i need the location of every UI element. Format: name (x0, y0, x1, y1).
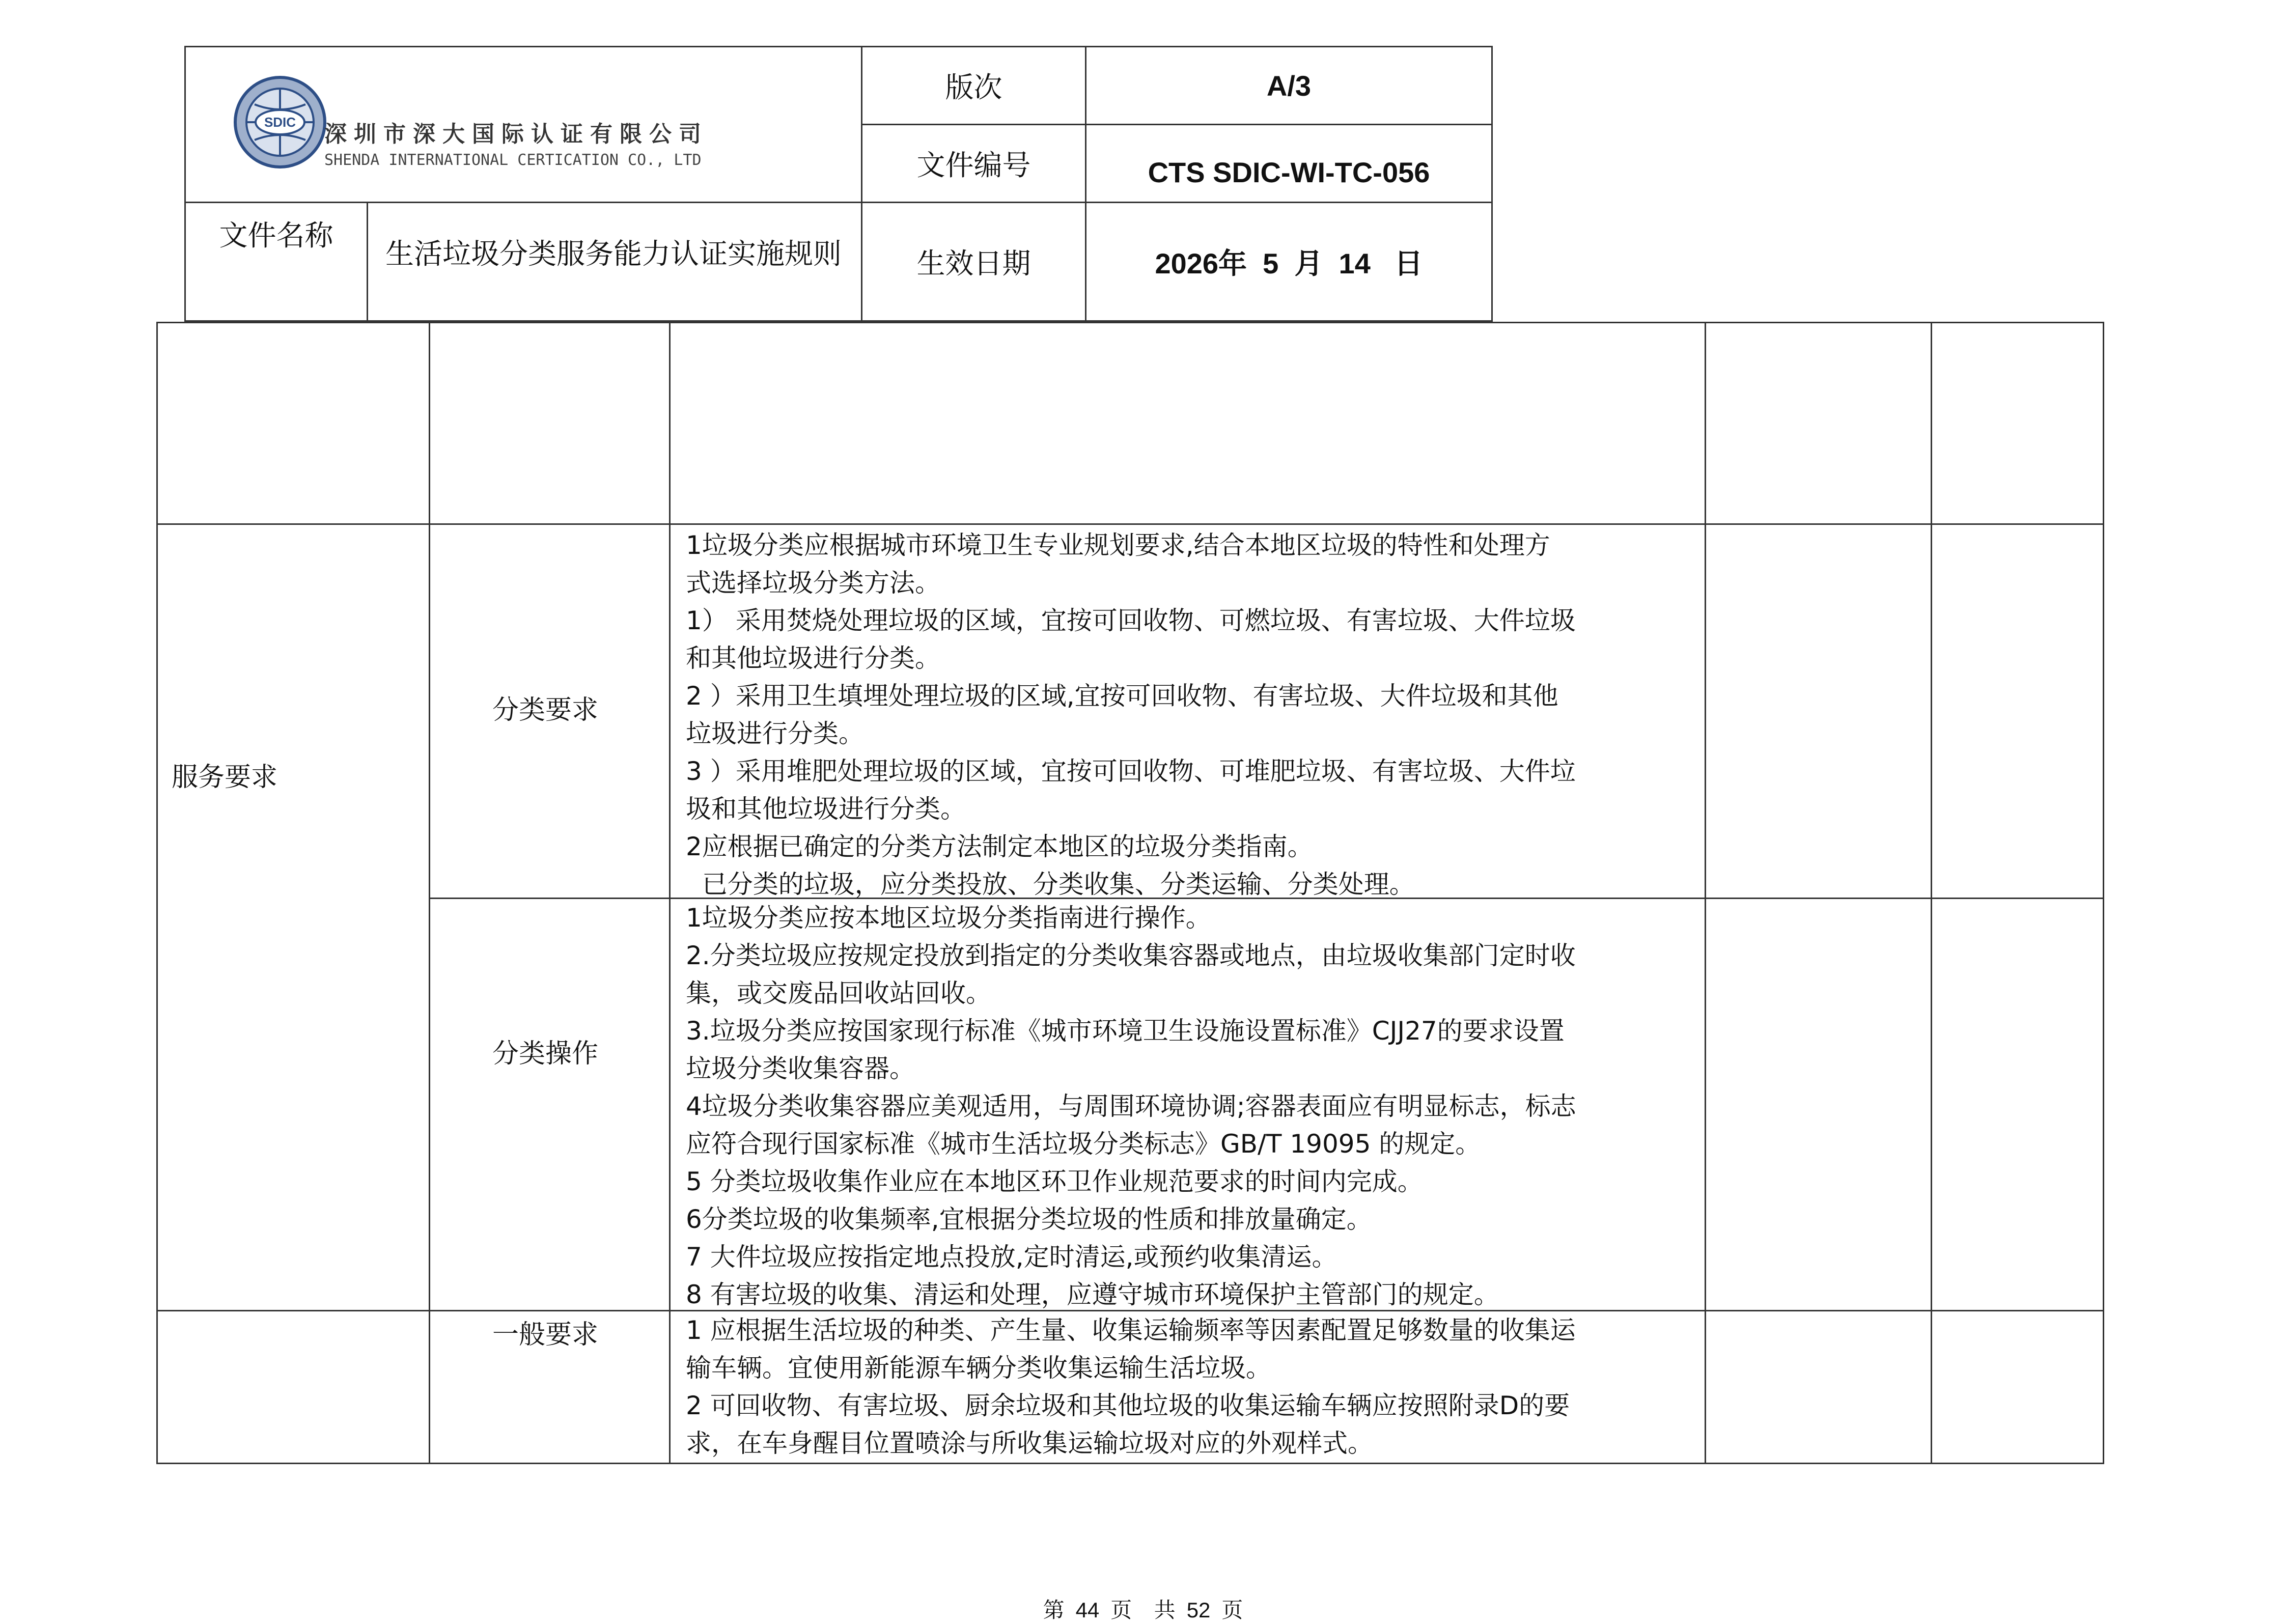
sub-general-requirements: 一般要求 (492, 1320, 599, 1350)
table-border (1931, 322, 1932, 1464)
text-line: 3 ）采用堆肥处理垃圾的区域，宜按可回收物、可堆肥垃圾、有害垃圾、大件垃 (686, 757, 1576, 786)
text-line: 应符合现行国家标准《城市生活垃圾分类标志》GB/T 19095 的规定。 (686, 1129, 1481, 1159)
company-name-cn: 深圳市深大国际认证有限公司 (324, 121, 708, 147)
classification-requirements-text (686, 526, 1576, 903)
text-line: 垃圾分类收集容器。 (686, 1054, 915, 1083)
text-line: 2 ）采用卫生填埋处理垃圾的区域,宜按可回收物、有害垃圾、大件垃圾和其他 (686, 681, 1558, 711)
text-line: 2 可回收物、有害垃圾、厨余垃圾和其他垃圾的收集运输车辆应按照附录D的要 (686, 1391, 1570, 1420)
document-header (184, 46, 1493, 322)
sdic-emblem-icon (232, 74, 328, 171)
table-border (2103, 322, 2104, 1464)
table-border (156, 322, 158, 1464)
page-word: 页 (1110, 1598, 1132, 1622)
text-line: 垃圾进行分类。 (686, 719, 864, 748)
effective-date-value: 2026年 5 月 14 日 (1155, 247, 1423, 279)
text-line: 1垃圾分类应按本地区垃圾分类指南进行操作。 (686, 903, 1211, 933)
document-number-label: 文件编号 (916, 149, 1031, 182)
text-line: 8 有害垃圾的收集、清运和处理，应遵守城市环境保护主管部门的规定。 (686, 1280, 1499, 1309)
text-line: 输车辆。宜使用新能源车辆分类收集运输生活垃圾。 (686, 1353, 1271, 1383)
section-service-requirements: 服务要求 (172, 762, 278, 793)
effective-date-label: 生效日期 (916, 247, 1031, 281)
company-name-en: SHENDA INTERNATIONAL CERTICATION CO., LTD (324, 151, 702, 169)
table-border (156, 322, 2104, 323)
text-line: 和其他垃圾进行分类。 (686, 643, 940, 673)
table-border (429, 322, 430, 1464)
requirements-table (156, 322, 2104, 1464)
text-line: 1垃圾分类应根据城市环境卫生专业规划要求,结合本地区垃圾的特性和处理方 (686, 530, 1550, 560)
general-requirements-text (686, 1311, 1576, 1462)
page-prefix: 第 (1043, 1598, 1065, 1622)
page-footer (0, 1593, 2286, 1624)
total-word: 共 (1154, 1598, 1176, 1622)
text-line: 4垃圾分类收集容器应美观适用，与周围环境协调;容器表面应有明显标志，标志 (686, 1091, 1576, 1121)
total-pages: 52 (1186, 1598, 1211, 1622)
version-value: A/3 (1266, 69, 1312, 102)
table-border (156, 523, 2104, 525)
header-divider (367, 202, 368, 320)
version-label: 版次 (945, 71, 1002, 104)
classification-operations-text (686, 899, 1576, 1313)
text-line: 6分类垃圾的收集频率,宜根据分类垃圾的性质和排放量确定。 (686, 1205, 1372, 1234)
text-line: 求，在车身醒目位置喷涂与所收集运输垃圾对应的外观样式。 (686, 1429, 1373, 1458)
page-suffix: 页 (1221, 1598, 1243, 1622)
document-name-label: 文件名称 (219, 219, 333, 253)
table-border (669, 322, 671, 1464)
text-line: 3.垃圾分类应按国家现行标准《城市环境卫生设施设置标准》CJJ27的要求设置 (686, 1016, 1565, 1046)
sub-classification-requirements: 分类要求 (492, 695, 599, 725)
text-line: 1 应根据生活垃圾的种类、产生量、收集运输频率等因素配置足够数量的收集运 (686, 1315, 1576, 1345)
document-number-value: CTS SDIC-WI-TC-056 (1148, 156, 1430, 188)
text-line: 已分类的垃圾，应分类投放、分类收集、分类运输、分类处理。 (686, 870, 1415, 899)
sub-classification-operations: 分类操作 (492, 1039, 599, 1069)
table-border (156, 1463, 2104, 1464)
company-logo (232, 74, 894, 186)
text-line: 集，或交废品回收站回收。 (686, 978, 991, 1008)
text-line: 1） 采用焚烧处理垃圾的区域，宜按可回收物、可燃垃圾、有害垃圾、大件垃圾 (686, 606, 1576, 635)
text-line: 7 大件垃圾应按指定地点投放,定时清运,或预约收集清运。 (686, 1242, 1337, 1272)
page-number: 44 (1075, 1598, 1100, 1622)
text-line: 5 分类垃圾收集作业应在本地区环卫作业规范要求的时间内完成。 (686, 1167, 1423, 1196)
table-border (1705, 322, 1706, 1464)
svg-text:SDIC: SDIC (264, 115, 296, 130)
document-name-value: 生活垃圾分类服务能力认证实施规则 (385, 238, 842, 271)
text-line: 2应根据已确定的分类方法制定本地区的垃圾分类指南。 (686, 832, 1313, 861)
text-line: 式选择垃圾分类方法。 (686, 568, 940, 598)
text-line: 2.分类垃圾应按规定投放到指定的分类收集容器或地点，由垃圾收集部门定时收 (686, 941, 1576, 970)
text-line: 圾和其他垃圾进行分类。 (686, 794, 966, 824)
